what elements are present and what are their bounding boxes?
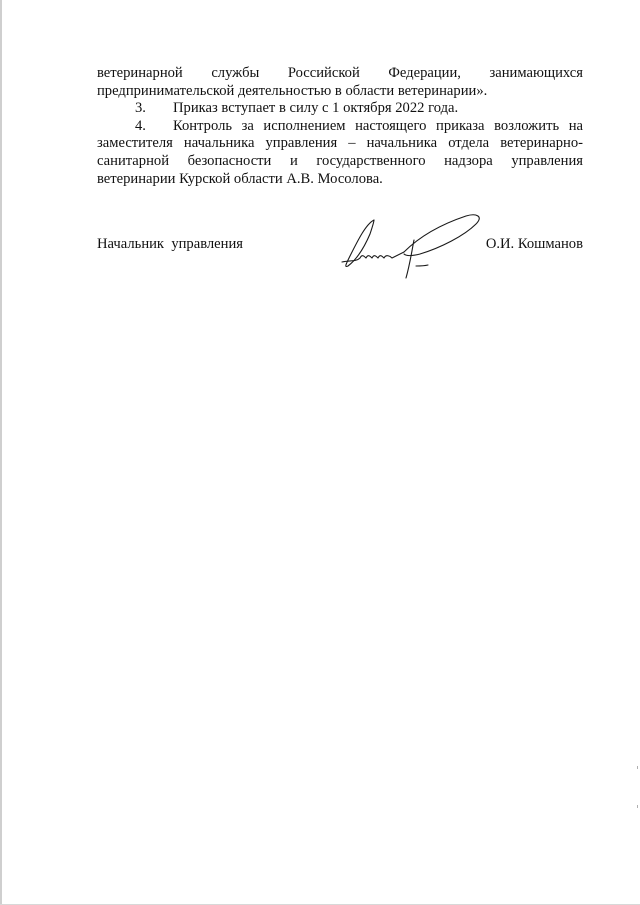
item-text: Контроль за исполнением настоящего приказа возложить на заместителя начальника управления – начальника отдела ветеринарно-санитарной безопасности и государственного надзора управления ветеринарии Курской области А.В. Мосолова. (97, 117, 583, 187)
signatory-name: О.И. Кошманов (485, 236, 583, 252)
numbered-item-4 (97, 118, 583, 188)
item-text: Приказ вступает в силу с 1 октября 2022 года. (173, 100, 459, 117)
document-body (97, 65, 583, 188)
continuation-line-2: предпринимательской деятельностью в области ветеринарии». (97, 82, 488, 99)
item-number: 3. (135, 100, 146, 117)
handwritten-signature (336, 210, 486, 280)
scan-speck (637, 766, 638, 769)
scan-speck (637, 805, 638, 808)
scan-edge-left (0, 0, 2, 905)
item-number: 4. (135, 117, 146, 134)
signatory-position: Начальник управления (97, 236, 243, 252)
continuation-line-1: ветеринарной службы Российской Федерации, занимающихся (97, 65, 583, 81)
numbered-item-3 (97, 100, 583, 118)
continuation-paragraph (97, 65, 583, 100)
